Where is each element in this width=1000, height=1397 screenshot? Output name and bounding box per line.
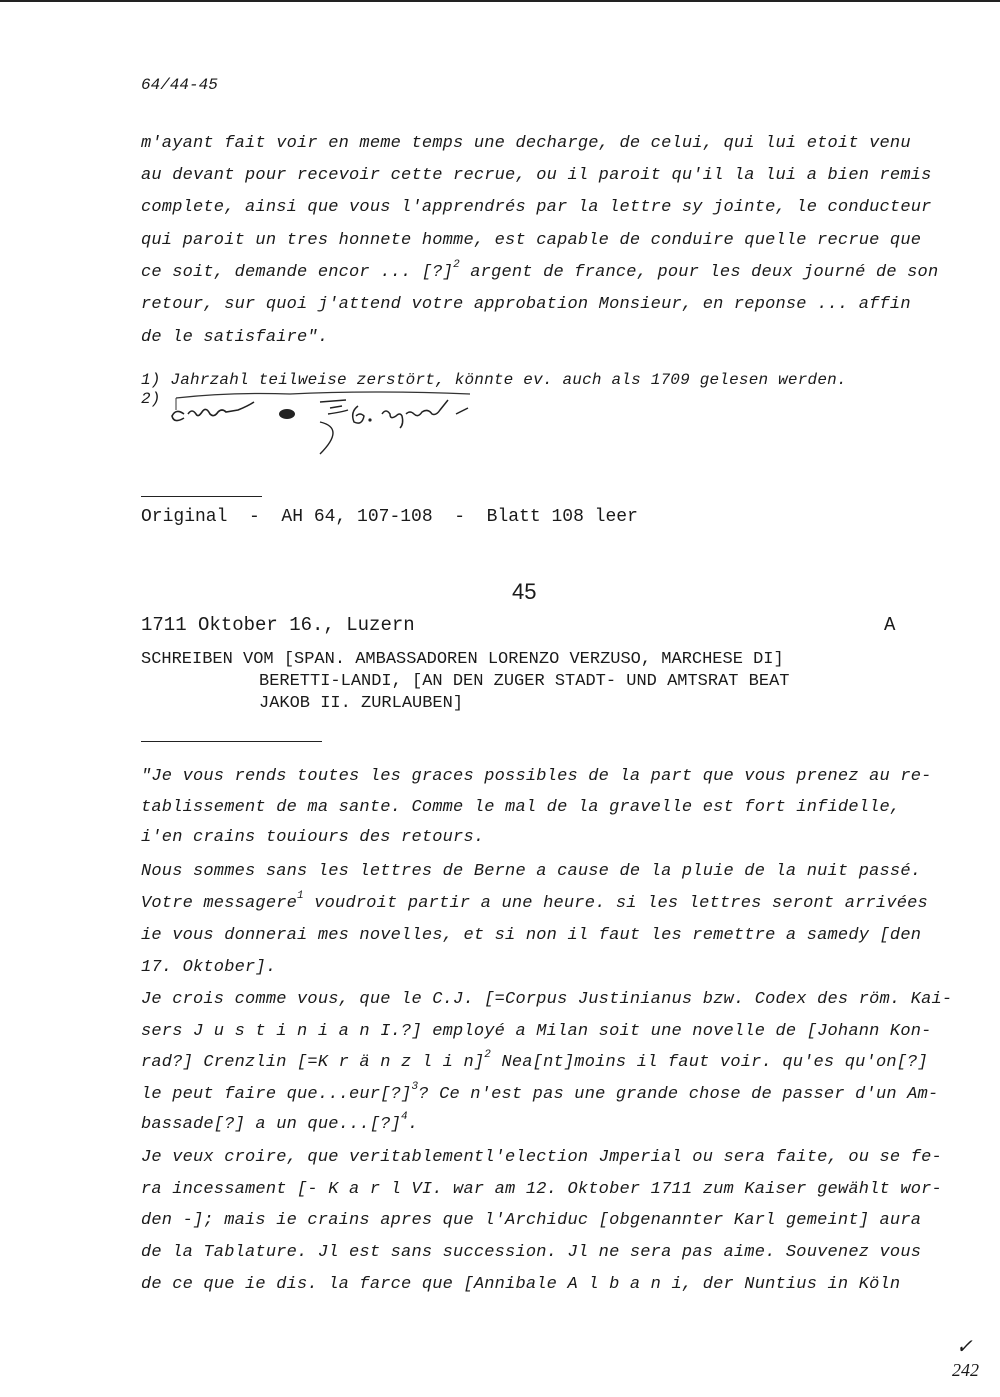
text-line-with-footnote: ce soit, demande encor ... [?]$^2$ argent de france, pour les deux journé de son (141, 259, 939, 282)
handwritten-snippet-image (170, 384, 490, 464)
footnote-marker: 3 (411, 1081, 419, 1094)
text-line: retour, sur quoi j'attend votre approbation Monsieur, en reponse ... affin (141, 295, 911, 314)
text-line: Je veux croire, que veritablementl'election Jmperial ou sera faite, ou se fe- (141, 1148, 942, 1167)
text-line-with-footnote: bassade[?] a un que...[?]$^4$. (141, 1111, 419, 1134)
text-line-with-footnote: rad?] Crenzlin [=K r ä n z l i n]$^2$ Nea[nt]moins il faut voir. qu'es qu'on[?] (141, 1049, 928, 1072)
title-line: BERETTI-LANDI, [AN DEN ZUGER STADT- UND AMTSRAT BEAT (259, 672, 790, 691)
text-line-with-footnote: Votre messagere$^1$ voudroit partir a une heure. si les lettres seront arrivées (141, 890, 928, 913)
text-line: m'ayant fait voir en meme temps une decharge, de celui, qui lui etoit venu (141, 134, 911, 153)
page-reference: 64/44-45 (141, 76, 218, 94)
text-line: tablissement de ma sante. Comme le mal de la gravelle est fort infidelle, (141, 798, 901, 817)
footnote-2: 2) (141, 390, 161, 408)
footnote-marker: 2 (453, 259, 460, 272)
text-line: complete, ainsi que vous l'apprendrés par la lettre sy jointe, le conducteur (141, 198, 932, 217)
footnote-1: 1) Jahrzahl teilweise zerstört, könnte ev. auch als 1709 gelesen werden. (141, 371, 847, 389)
text-line: Je crois comme vous, que le C.J. [=Corpus Justinianus bzw. Codex des röm. Kai- (141, 990, 953, 1009)
text-line: den -]; mais ie crains apres que l'Archiduc [obgenannter Karl gemeint] aura (141, 1211, 922, 1230)
date-place: 1711 Oktober 16., Luzern (141, 614, 415, 636)
text-line: i'en crains touiours des retours. (141, 828, 485, 847)
text-line: "Je vous rends toutes les graces possibles de la part que vous prenez au re- (141, 767, 932, 786)
text-line: de ce que ie dis. la farce que [Annibale A l b a n i, der Nuntius in Köln (141, 1275, 901, 1294)
handwritten-page-number: 242 (952, 1360, 979, 1380)
footnote-marker: 4 (401, 1111, 408, 1124)
source-reference: Original - AH 64, 107-108 - Blatt 108 leer (141, 507, 638, 527)
text-line: ie vous donnerai mes novelles, et si non il faut les remettre a samedy [den (141, 926, 922, 945)
text-line: ra incessament [- K a r l VI. war am 12. Oktober 1711 zum Kaiser gewählt wor- (141, 1180, 942, 1199)
text-line: qui paroit un tres honnete homme, est capable de conduire quelle recrue que (141, 231, 922, 250)
footnote-marker: 2 (484, 1049, 492, 1062)
title-divider (141, 741, 322, 742)
text-line: au devant pour recevoir cette recrue, ou il paroit qu'il la lui a bien remis (141, 166, 932, 185)
document-number: 45 (512, 579, 537, 604)
top-edge-rule (0, 0, 1000, 2)
check-mark: ✓ (956, 1336, 973, 1358)
text-line: de le satisfaire". (141, 328, 329, 347)
text-line: sers J u s t i n i a n I.?] employé a Milan soit une novelle de [Johann Kon- (141, 1022, 932, 1041)
text-line: de la Tablature. Jl est sans succession. Jl ne sera pas aime. Souvenez vous (141, 1243, 922, 1262)
footnote-marker: 1 (297, 890, 304, 903)
text-line: 17. Oktober]. (141, 958, 277, 977)
title-line: JAKOB II. ZURLAUBEN] (259, 694, 464, 713)
document-type-marker: A (884, 614, 896, 636)
text-line: Nous sommes sans les lettres de Berne a cause de la pluie de la nuit passé. (141, 862, 922, 881)
text-line-with-footnote: le peut faire que...eur[?]$^3$? Ce n'est pas une grande chose de passer d'un Am- (141, 1081, 939, 1104)
title-line: SCHREIBEN VOM [SPAN. AMBASSADOREN LORENZO VERZUSO, MARCHESE DI] (141, 650, 784, 669)
section-divider (141, 496, 262, 497)
